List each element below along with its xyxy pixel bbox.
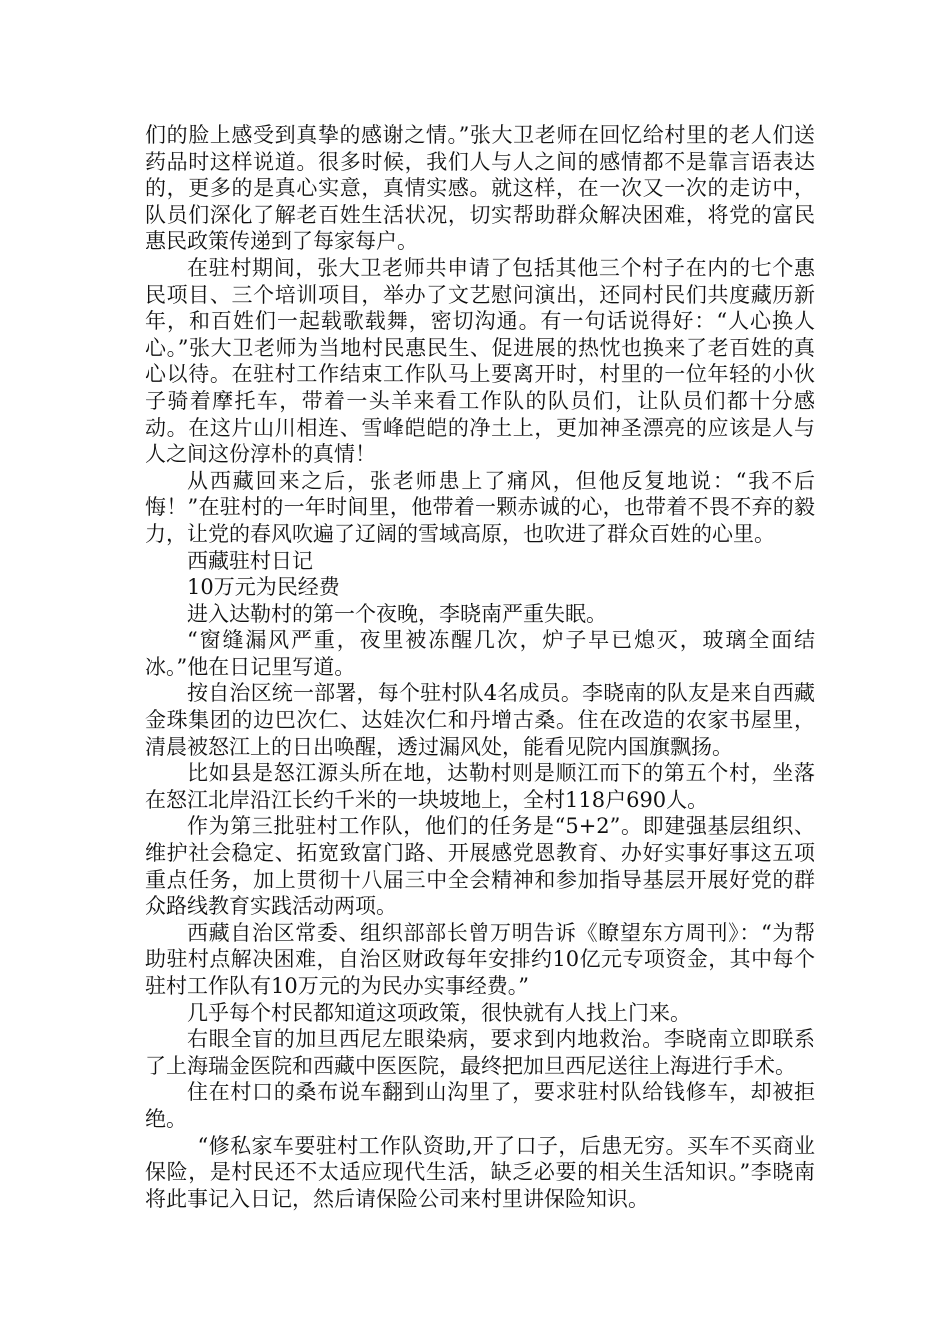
paragraph-8: 按自治区统一部署，每个驻村队4名成员。李晓南的队友是来自西藏金珠集团的边巴次仁、达娃次仁和丹增古桑。住在改造的农家书屋里，清晨被怒江上的日出唤醒，透过漏风处，能看见院内国旗飘扬。 xyxy=(145,681,815,759)
paragraph-6: 进入达勒村的第一个夜晚，李晓南严重失眠。 xyxy=(187,601,607,626)
paragraph-3: 从西藏回来之后，张老师患上了痛风，但他反复地说：“我不后悔！”在驻村的一年时间里，他带着一颗赤诚的心，也带着不畏不弃的毅力，让党的春风吹遍了辽阔的雪域高原，也吹进了群众百姓的心里。 xyxy=(145,468,815,546)
document-page xyxy=(145,122,815,1212)
section-title: 西藏驻村日记 xyxy=(187,548,313,573)
paragraph-11: 西藏自治区常委、组织部部长曾万明告诉《瞭望东方周刊》：“为帮助驻村点解决困难，自治区财政每年安排约10亿元专项资金，其中每个驻村工作队有10万元的为民办实事经费。” xyxy=(145,920,815,998)
paragraph-2: 在驻村期间，张大卫老师共申请了包括其他三个村子在内的七个惠民项目、三个培训项目，举办了文艺慰问演出，还同村民们共度藏历新年，和百姓们一起载歌载舞，密切沟通。有一句话说得好：“人心换人心。”张大卫老师为当地村民惠民生、促进展的热忱也换来了老百姓的真心以待。在驻村工作结束工作队马上要离开时，村里的一位年轻的小伙子骑着摩托车，带着一头羊来看工作队的队员们，让队员们都十分感动。在这片山川相连、雪峰皑皑的净土上，更加神圣漂亮的应该是人与人之间这份淳朴的真情！ xyxy=(145,255,815,467)
paragraph-10: 作为第三批驻村工作队，他们的任务是“5+2”。即建强基层组织、维护社会稳定、拓宽致富门路、开展感党恩教育、办好实事好事这五项重点任务，加上贯彻十八届三中全会精神和参加指导基层开展好党的群众路线教育实践活动两项。 xyxy=(145,814,815,919)
paragraph-1: 们的脸上感受到真挚的感谢之情。”张大卫老师在回忆给村里的老人们送药品时这样说道。很多时候，我们人与人之间的感情都不是靠言语表达的，更多的是真心实意，真情实感。就这样，在一次又一次的走访中，队员们深化了解老百姓生活状况，切实帮助群众解决困难，将党的富民惠民政策传递到了每家每户。 xyxy=(145,123,815,254)
paragraph-9: 比如县是怒江源头所在地，达勒村则是顺江而下的第五个村，坐落在怒江北岸沿江长约千米的一块坡地上，全村118户690人。 xyxy=(145,761,815,812)
paragraph-15: “修私家车要驻村工作队资助,开了口子，后患无穷。买车不买商业保险，是村民还不太适应现代生活，缺乏必要的相关生活知识。”李晓南将此事记入日记，然后请保险公司来村里讲保险知识。 xyxy=(145,1133,815,1211)
paragraph-14: 住在村口的桑布说车翻到山沟里了，要求驻村队给钱修车，却被拒绝。 xyxy=(145,1080,815,1131)
paragraph-12: 几乎每个村民都知道这项政策，很快就有人找上门来。 xyxy=(187,1000,691,1025)
section-subtitle: 10万元为民经费 xyxy=(187,575,340,600)
paragraph-7: “窗缝漏风严重，夜里被冻醒几次，炉子早已熄灭，玻璃全面结冰。”他在日记里写道。 xyxy=(145,628,815,679)
paragraph-13: 右眼全盲的加旦西尼左眼染病，要求到内地救治。李晓南立即联系了上海瑞金医院和西藏中医医院，最终把加旦西尼送往上海进行手术。 xyxy=(145,1027,815,1078)
